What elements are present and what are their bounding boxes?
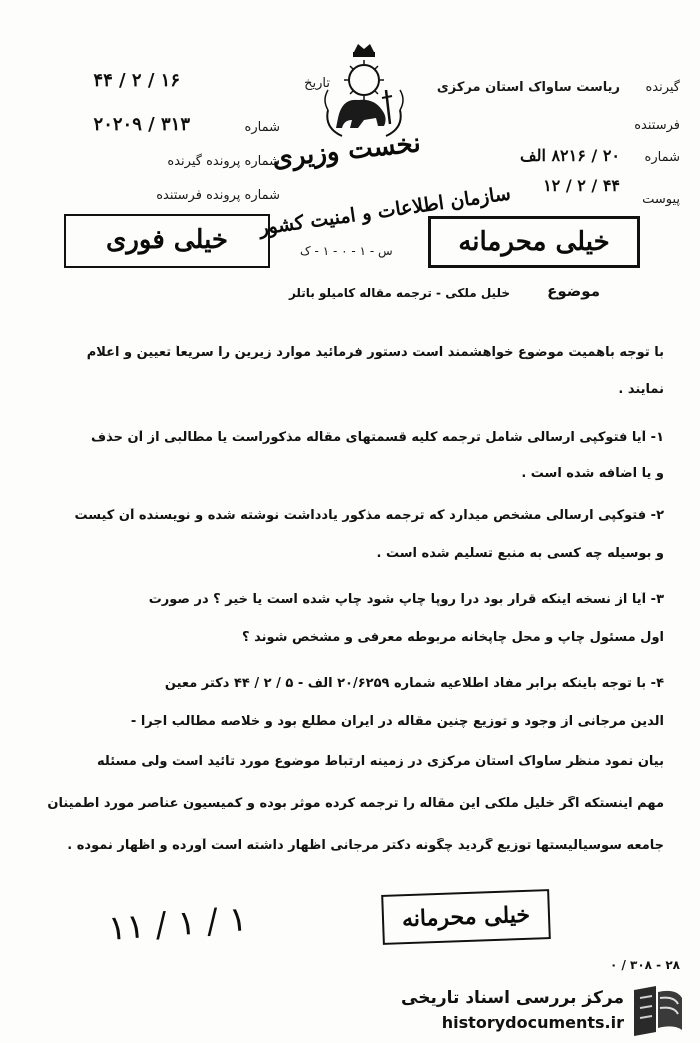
number-label-left: شماره bbox=[244, 120, 280, 135]
body-line-4: و یا اضافه شده است . bbox=[521, 466, 664, 481]
body-line-1: با توجه باهمیت موضوع خواهشمند است دستور فرمائید موارد زیرین را سریعاً تعیین و اعلام bbox=[86, 345, 664, 360]
top-secret-stamp bbox=[428, 216, 640, 268]
body-line-5: ۲- فتوکپی ارسالی مشخص میدارد که ترجمه مذکور یادداشت نوشته شده و نویسنده آن کیست bbox=[74, 508, 664, 523]
footer-title: مرکز بررسی اسناد تاریخی bbox=[401, 988, 624, 1008]
bottom-secret-stamp-text: خیلی محرمانه bbox=[401, 901, 531, 933]
letterhead-title: نخست وزیری bbox=[270, 128, 423, 174]
attachment-value: ۴۴ / ۲ / ۱۲ bbox=[543, 176, 620, 195]
organization-name: سازمان اطلاعات و امنیت کشور bbox=[257, 182, 513, 240]
subject-label: موضوع bbox=[547, 282, 600, 300]
subject-value: خلیل ملکی - ترجمه مقاله کامیلو باتلر bbox=[288, 286, 510, 300]
sender-label: فرستنده bbox=[634, 118, 680, 133]
top-secret-stamp-text: خیلی محرمانه bbox=[458, 227, 610, 257]
organization-code: س - ۱ - ۰ - ۱ - ک bbox=[300, 244, 393, 258]
body-line-13: جامعه سوسیالیستها توزیع گردید چگونه دکتر مرجانی اظهار داشته است آورده و اظهار نموده . bbox=[67, 838, 664, 853]
body-line-7: ۳- آیا از نسخه اینکه قرار بود درا روپا چاپ شود چاپ شده است یا خیر ؟ در صورت bbox=[148, 592, 664, 607]
body-line-9: ۴- با توجه باینکه برابر مفاد اطلاعیه شماره ۲۰/۶۲۵۹ الف - ۵ / ۲ / ۴۴ دکتر معین bbox=[164, 676, 664, 691]
recipient-value: ریاست ساواک استان مرکزی bbox=[436, 80, 620, 95]
number-label-right: شماره bbox=[644, 150, 680, 165]
date-value: ۱۶ / ۲ / ۴۴ bbox=[93, 70, 180, 91]
number-value-left: ۳۱۳ / ۲۰۲۰۹ bbox=[93, 114, 190, 135]
handwritten-mark: ۱۱ / ۱ / ۱ bbox=[106, 899, 249, 949]
body-line-3: ۱- آیا فتوکپی ارسالی شامل ترجمه کلیه قسمتهای مقاله مذکوراست یا مطالبی از آن حذف bbox=[91, 430, 664, 445]
very-urgent-stamp-text: خیلی فوری bbox=[105, 225, 228, 255]
bottom-secret-stamp bbox=[381, 889, 551, 945]
page-code: ۲۸ - ۳۰۸ / ۰ bbox=[609, 958, 680, 972]
recipient-label: گیرنده bbox=[645, 80, 680, 95]
date-label: تاریخ bbox=[304, 76, 330, 91]
body-line-2: نمایند . bbox=[618, 382, 664, 397]
body-line-11: بیان نمود منظر ساواک استان مرکزی در زمینه ارتباط موضوع مورد تائید است ولی مسئله bbox=[97, 754, 664, 769]
body-line-6: و بوسیله چه کسی به منبع تسلیم شده است . bbox=[376, 546, 664, 561]
footer-url: historydocuments.ir bbox=[441, 1013, 624, 1032]
attachment-label: پیوست bbox=[642, 192, 680, 207]
number-value-right: ۲۰ / ۸۲۱۶ الف bbox=[520, 146, 620, 165]
history-documents-logo-icon bbox=[630, 984, 686, 1038]
lion-and-sun-emblem-icon bbox=[318, 40, 410, 140]
very-urgent-stamp bbox=[64, 214, 270, 268]
body-line-10: الدین مرجانی از وجود و توزیع چنین مقاله در ایران مطلع بود و خلاصه مطالب اجرا - bbox=[130, 714, 664, 729]
recipient-file-number-label: شماره پرونده گیرنده bbox=[167, 154, 280, 169]
body-line-12: مهم اینستکه اگر خلیل ملکی این مقاله را ترجمه کرده موثر بوده و کمیسیون عناصر مورد اطمینان bbox=[47, 796, 664, 811]
sender-file-number-label: شماره پرونده فرستنده bbox=[156, 188, 280, 203]
body-line-8: اول مسئول چاپ و محل چاپخانه مربوطه معرفی و مشخص شوند ؟ bbox=[242, 630, 664, 645]
